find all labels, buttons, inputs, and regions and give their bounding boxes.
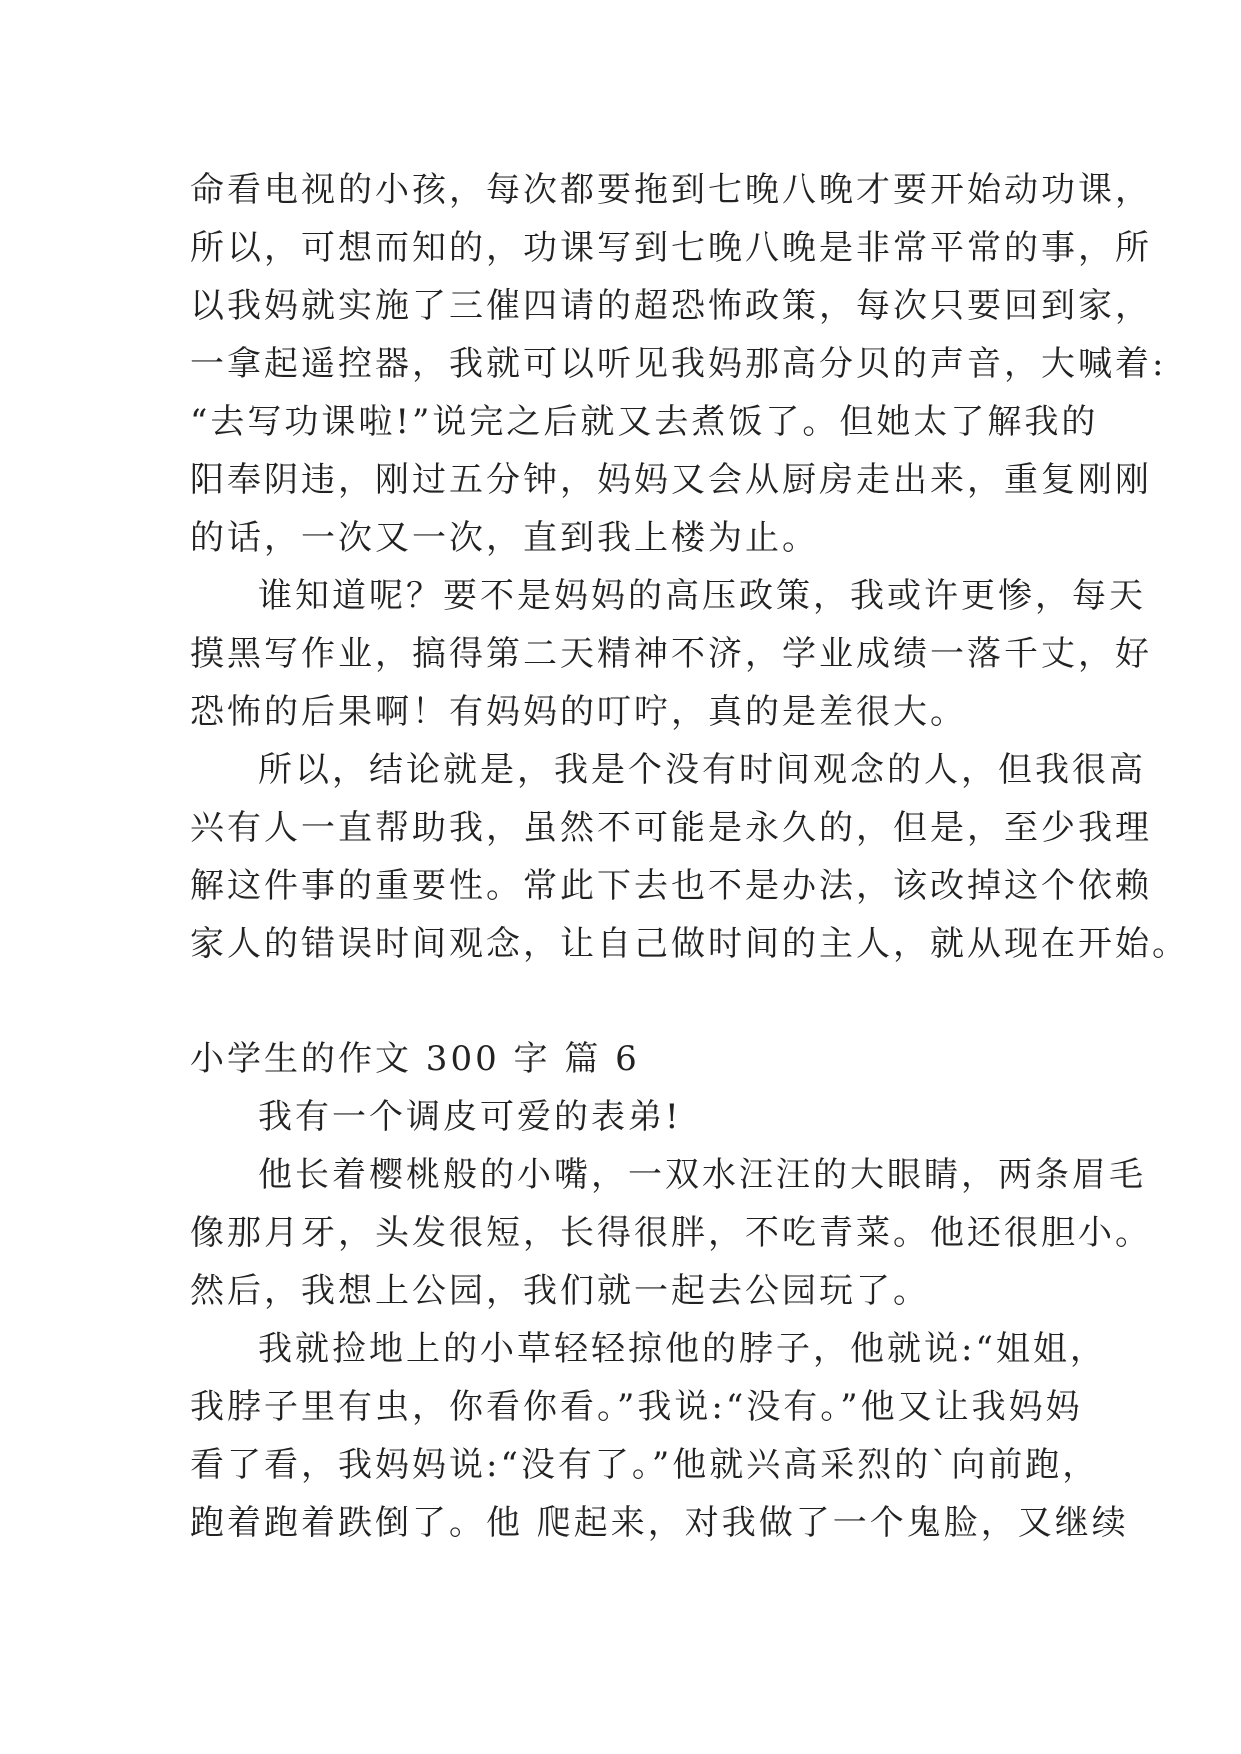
text-line: 恐怖的后果啊！有妈妈的叮咛，真的是差很大。 — [190, 692, 967, 732]
text-line: 我就捡地上的小草轻轻掠他的脖子，他就说:“姐姐， — [258, 1329, 1107, 1369]
text-line: 我有一个调皮可爱的表弟! — [258, 1097, 682, 1137]
text-line: 以我妈就实施了三催四请的超恐怖政策，每次只要回到家， — [190, 286, 1152, 326]
text-line: 解这件事的重要性。常此下去也不是办法，该改掉这个依赖 — [190, 866, 1152, 906]
text-line: 看了看，我妈妈说:“没有了。”他就兴高采烈的`向前跑， — [190, 1445, 1100, 1485]
text-line: 一拿起遥控器，我就可以听见我妈那高分贝的声音，大喊着: — [190, 344, 1167, 384]
text-line: 所以，结论就是，我是个没有时间观念的人，但我很高 — [258, 750, 1146, 790]
text-line: 像那月牙，头发很短，长得很胖，不吃青菜。他还很胆小。 — [190, 1213, 1152, 1253]
text-line: 然后，我想上公园，我们就一起去公园玩了。 — [190, 1271, 930, 1311]
text-line: 家人的错误时间观念，让自己做时间的主人，就从现在开始。 — [190, 924, 1189, 964]
text-line: 我脖子里有虫，你看你看。”我说:“没有。”他又让我妈妈 — [190, 1387, 1083, 1427]
text-line: 阳奉阴违，刚过五分钟，妈妈又会从厨房走出来，重复刚刚 — [190, 460, 1152, 500]
text-line: 命看电视的小孩，每次都要拖到七晚八晚才要开始动功课， — [190, 170, 1152, 210]
text-line: “去写功课啦!”说完之后就又去煮饭了。但她太了解我的 — [190, 402, 1099, 442]
section-title: 小学生的作文 300 字 篇 6 — [190, 1039, 640, 1079]
text-line: 跑着跑着跌倒了。他 爬起来，对我做了一个鬼脸，又继续 — [190, 1503, 1129, 1543]
text-line: 摸黑写作业，搞得第二天精神不济，学业成绩一落千丈，好 — [190, 634, 1152, 674]
text-line: 的话，一次又一次，直到我上楼为止。 — [190, 518, 819, 558]
text-line: 兴有人一直帮助我，虽然不可能是永久的，但是，至少我理 — [190, 808, 1152, 848]
text-line: 他长着樱桃般的小嘴，一双水汪汪的大眼睛，两条眉毛 — [258, 1155, 1146, 1195]
text-line: 所以，可想而知的，功课写到七晚八晚是非常平常的事，所 — [190, 228, 1152, 268]
text-line: 谁知道呢？要不是妈妈的高压政策，我或许更惨，每天 — [258, 576, 1146, 616]
